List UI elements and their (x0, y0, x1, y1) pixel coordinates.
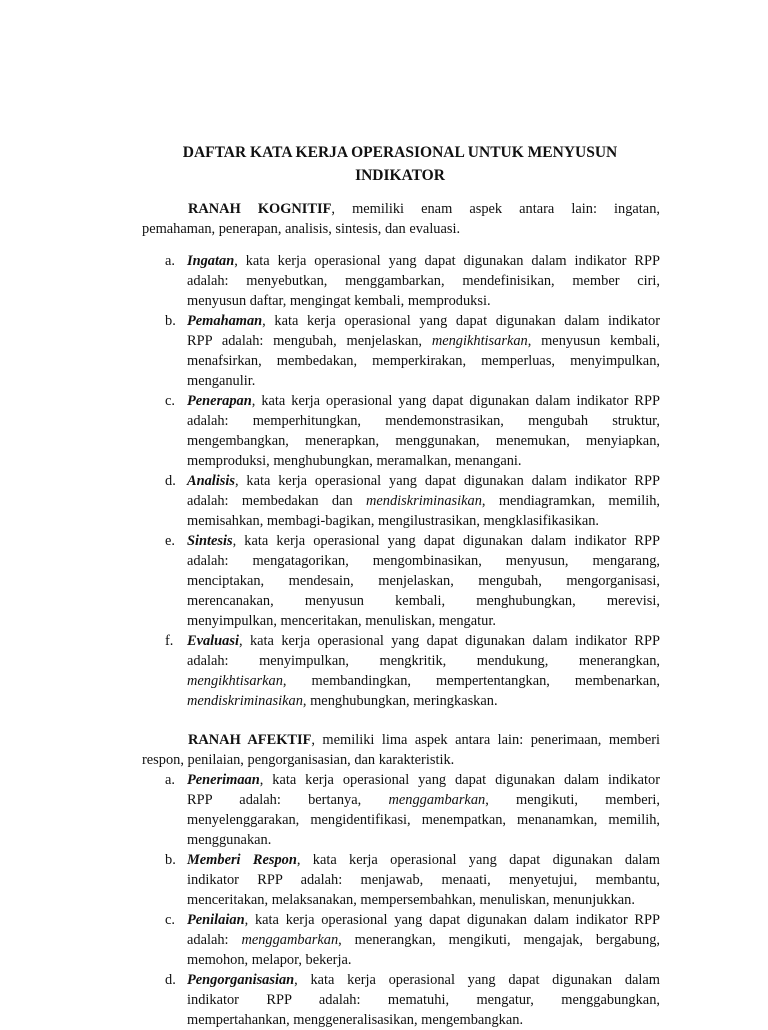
list-item-line: menyimpulkan, menceritakan, menuliskan, mengatur. (187, 613, 496, 629)
title-line-2: INDIKATOR (355, 167, 445, 184)
list-marker: b. (165, 313, 176, 329)
list-item: Penilaian, kata kerja operasional yang dapat digunakan dalam indikator RPP (187, 912, 660, 928)
list-item-line: menggunakan. (187, 832, 272, 848)
list-item-line: indikator RPP adalah: mematuhi, mengatur, menggabungkan, (187, 992, 660, 1008)
list-marker: d. (165, 972, 176, 988)
list-item-line: mendiskriminasikan, menghubungkan, meringkaskan. (187, 693, 498, 709)
afektif-intro-line-2: respon, penilaian, pengorganisasian, dan karakteristik. (142, 752, 455, 768)
list-item: Penerapan, kata kerja operasional yang dapat digunakan dalam indikator RPP (187, 393, 660, 409)
list-item: Evaluasi, kata kerja operasional yang dapat digunakan dalam indikator RPP (187, 633, 660, 649)
list-item-line: menciptakan, mendesain, menjelaskan, mengubah, mengorganisasi, (187, 573, 660, 589)
list-item-line: adalah: memperhitungkan, mendemonstrasikan, mengubah struktur, (187, 413, 660, 429)
item-term: Pemahaman (187, 313, 263, 329)
list-item-line: menyelenggarakan, mengidentifikasi, menempatkan, menanamkan, memilih, (187, 812, 660, 828)
list-item-line: menceritakan, melaksanakan, mempersembahkan, menuliskan, menunjukkan. (187, 892, 635, 908)
item-term: Evaluasi (187, 633, 239, 649)
list-marker: a. (165, 253, 175, 269)
list-item-line: mengembangkan, menerapkan, menggunakan, menemukan, menyiapkan, (187, 433, 660, 449)
list-marker: c. (165, 912, 175, 928)
list-item-line: adalah: menggambarkan, menerangkan, mengikuti, mengajak, bergabung, (187, 932, 660, 948)
list-item: Ingatan, kata kerja operasional yang dapat digunakan dalam indikator RPP (187, 253, 660, 269)
list-item-line: indikator RPP adalah: menjawab, menaati, menyetujui, membantu, (187, 872, 660, 888)
list-item-line: adalah: membedakan dan mendiskriminasikan, mendiagramkan, memilih, (187, 493, 660, 509)
afektif-intro-line-1: RANAH AFEKTIF, memiliki lima aspek antara lain: penerimaan, memberi (188, 732, 660, 748)
afektif-heading: RANAH AFEKTIF (188, 732, 312, 748)
list-item-line: mempertahankan, menggeneralisasikan, mengembangkan. (187, 1012, 524, 1028)
list-item: Penerimaan, kata kerja operasional yang dapat digunakan dalam indikator (187, 772, 660, 788)
title-line-1: DAFTAR KATA KERJA OPERASIONAL UNTUK MENYUSUN (182, 144, 618, 161)
list-item: Memberi Respon, kata kerja operasional yang dapat digunakan dalam (187, 852, 660, 868)
list-item-line: adalah: mengatagorikan, mengombinasikan, menyusun, mengarang, (187, 553, 660, 569)
list-item-line: menafsirkan, membedakan, memperkirakan, memperluas, menyimpulkan, (187, 353, 660, 369)
list-item-line: menganulir. (187, 373, 256, 389)
list-item-line: merencanakan, menyusun kembali, menghubungkan, merevisi, (187, 593, 660, 609)
list-item-line: memohon, melapor, bekerja. (187, 952, 352, 968)
list-item-line: adalah: menyebutkan, menggambarkan, mendefinisikan, member ciri, (187, 273, 660, 289)
item-term: Analisis (187, 473, 235, 489)
item-term: Ingatan (187, 253, 235, 269)
list-item-line: memproduksi, menghubungkan, meramalkan, menangani. (187, 453, 522, 469)
list-item: Analisis, kata kerja operasional yang dapat digunakan dalam indikator RPP (187, 473, 660, 489)
list-item-line: RPP adalah: bertanya, menggambarkan, mengikuti, memberi, (187, 792, 660, 808)
list-marker: d. (165, 473, 176, 489)
list-marker: c. (165, 393, 175, 409)
list-item: Sintesis, kata kerja operasional yang dapat digunakan dalam indikator RPP (187, 533, 660, 549)
item-term: Memberi Respon (187, 852, 297, 868)
item-term: Penilaian (187, 912, 245, 928)
item-term: Penerapan (187, 393, 252, 409)
item-term: Penerimaan (187, 772, 260, 788)
list-item-line: memisahkan, membagi-bagikan, mengilustrasikan, mengklasifikasikan. (187, 513, 600, 529)
list-marker: e. (165, 533, 175, 549)
list-item: Pengorganisasian, kata kerja operasional yang dapat digunakan dalam (187, 972, 660, 988)
item-term: Pengorganisasian (187, 972, 295, 988)
kognitif-intro-line-1: RANAH KOGNITIF, memiliki enam aspek antara lain: ingatan, (188, 201, 660, 217)
kognitif-heading: RANAH KOGNITIF (188, 201, 332, 217)
list-marker: a. (165, 772, 175, 788)
kognitif-intro-line-2: pemahaman, penerapan, analisis, sintesis, dan evaluasi. (142, 221, 461, 237)
list-item-line: mengikhtisarkan, membandingkan, mempertentangkan, membenarkan, (187, 673, 660, 689)
list-marker: b. (165, 852, 176, 868)
list-marker: f. (165, 633, 174, 649)
list-item-line: menyusun daftar, mengingat kembali, memproduksi. (187, 293, 491, 309)
document-title (130, 141, 670, 187)
list-item: Pemahaman, kata kerja operasional yang dapat digunakan dalam indikator (187, 313, 660, 329)
list-item-line: RPP adalah: mengubah, menjelaskan, mengikhtisarkan, menyusun kembali, (187, 333, 661, 349)
item-term: Sintesis (187, 533, 233, 549)
list-item-line: adalah: menyimpulkan, mengkritik, mendukung, menerangkan, (187, 653, 660, 669)
